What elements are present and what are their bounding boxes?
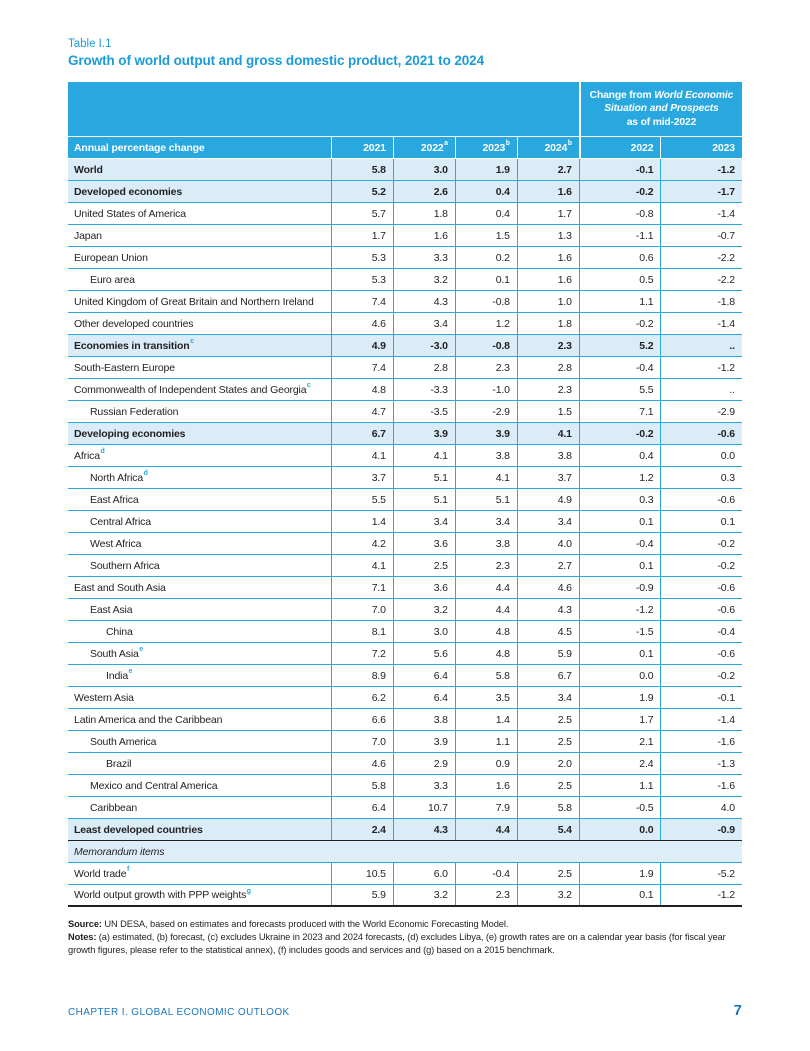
value-cell-year: 4.8 xyxy=(455,643,517,664)
table-row xyxy=(68,731,742,753)
value-cell-year: 4.4 xyxy=(455,577,517,598)
value-cell-year: 4.1 xyxy=(331,445,393,466)
value-cell-year: 3.4 xyxy=(517,511,579,532)
row-label: North Africa $^d$ xyxy=(90,470,148,484)
value-cell-year: 1.5 xyxy=(517,401,579,422)
value-cell-year: 2.5 xyxy=(517,775,579,796)
value-cell-year: 1.6 xyxy=(517,269,579,290)
value-cell-year: 3.5 xyxy=(455,687,517,708)
value-cell-year: 5.3 xyxy=(331,247,393,268)
value-cell-change: -0.4 xyxy=(579,533,661,554)
value-cell-year: 4.1 xyxy=(393,445,455,466)
row-label: West Africa xyxy=(90,537,142,550)
change-from-line2: Situation and Prospects xyxy=(604,103,719,115)
table-row xyxy=(68,643,742,665)
table-row xyxy=(68,819,742,841)
value-cell-year: 2.7 xyxy=(517,555,579,576)
value-cell-change: -2.9 xyxy=(660,401,742,422)
value-cell-year: 7.4 xyxy=(331,291,393,312)
table-row xyxy=(68,247,742,269)
source-label: Source: xyxy=(68,919,102,929)
value-cell-year: 5.9 xyxy=(331,885,393,905)
value-cell-change: 0.6 xyxy=(579,247,661,268)
value-cell-change: -0.2 xyxy=(579,181,661,202)
value-cell-year: 5.8 xyxy=(331,159,393,180)
value-cell-change: -0.6 xyxy=(660,577,742,598)
value-cell-year: 5.5 xyxy=(331,489,393,510)
value-cell-change: -0.2 xyxy=(579,423,661,444)
table-row xyxy=(68,511,742,533)
chapter-title: CHAPTER I. GLOBAL ECONOMIC OUTLOOK xyxy=(68,1007,290,1018)
table-row xyxy=(68,753,742,775)
table-row xyxy=(68,225,742,247)
value-cell-year: 4.2 xyxy=(331,533,393,554)
value-cell-change: .. xyxy=(660,335,742,356)
value-cell-change: 0.0 xyxy=(660,445,742,466)
value-cell-year: 3.2 xyxy=(393,269,455,290)
value-cell-year: 1.7 xyxy=(517,203,579,224)
value-cell-year: 2.0 xyxy=(517,753,579,774)
value-cell-change: -1.6 xyxy=(660,731,742,752)
value-cell-change: -2.2 xyxy=(660,269,742,290)
value-cell-year: 3.6 xyxy=(393,577,455,598)
value-cell-year: 2.5 xyxy=(517,731,579,752)
table-row xyxy=(68,203,742,225)
column-header-label: Annual percentage change xyxy=(74,141,205,154)
row-label: World xyxy=(74,163,103,176)
value-cell-change: -0.5 xyxy=(579,797,661,818)
value-cell-year: 0.4 xyxy=(455,181,517,202)
value-cell-year: 7.1 xyxy=(331,577,393,598)
value-cell-year: 3.4 xyxy=(393,511,455,532)
value-cell-year: 6.4 xyxy=(393,665,455,686)
value-cell-year: 3.9 xyxy=(393,423,455,444)
value-cell-year: 4.3 xyxy=(393,819,455,840)
row-label: Africa $^d$ xyxy=(74,448,105,462)
value-cell-year: 3.8 xyxy=(455,445,517,466)
value-cell-year: 4.1 xyxy=(517,423,579,444)
value-cell-change: 0.1 xyxy=(660,511,742,532)
value-cell-year: 5.8 xyxy=(455,665,517,686)
value-cell-year: 1.6 xyxy=(517,247,579,268)
row-label: Euro area xyxy=(90,273,135,286)
row-label: Developing economies xyxy=(74,427,186,440)
value-cell-year: 4.9 xyxy=(517,489,579,510)
value-cell-year: 5.8 xyxy=(517,797,579,818)
value-cell-year: 3.4 xyxy=(455,511,517,532)
value-cell-year: -0.8 xyxy=(455,291,517,312)
value-cell-year: 4.6 xyxy=(331,313,393,334)
value-cell-change: 0.3 xyxy=(579,489,661,510)
value-cell-year: -3.0 xyxy=(393,335,455,356)
row-label: Russian Federation xyxy=(90,405,179,418)
table-row xyxy=(68,709,742,731)
row-label: Economies in transition $^c$ xyxy=(74,338,194,352)
table-row xyxy=(68,401,742,423)
value-cell-change: -0.2 xyxy=(579,313,661,334)
value-cell-change: -1.6 xyxy=(660,775,742,796)
value-cell-year: 0.9 xyxy=(455,753,517,774)
value-cell-year: 3.0 xyxy=(393,621,455,642)
value-cell-change: -0.1 xyxy=(579,159,661,180)
value-cell-year: 0.1 xyxy=(455,269,517,290)
value-cell-year: 10.7 xyxy=(393,797,455,818)
value-cell-year: -3.5 xyxy=(393,401,455,422)
value-cell-year: 4.3 xyxy=(393,291,455,312)
value-cell-year: 5.1 xyxy=(393,467,455,488)
value-cell-year: 3.9 xyxy=(393,731,455,752)
value-cell-change: 0.0 xyxy=(579,819,661,840)
value-cell-year: 1.8 xyxy=(517,313,579,334)
value-cell-change: -0.2 xyxy=(660,665,742,686)
value-cell-change: 1.1 xyxy=(579,775,661,796)
value-cell-year: 3.2 xyxy=(517,885,579,905)
value-cell-change: 5.2 xyxy=(579,335,661,356)
table-number-label: Table I.1 xyxy=(68,38,112,50)
column-header-year: 2021 xyxy=(331,137,393,158)
table-row xyxy=(68,467,742,489)
value-cell-change: -5.2 xyxy=(660,863,742,884)
page-footer xyxy=(68,1002,742,1019)
value-cell-year: 4.4 xyxy=(455,599,517,620)
column-header-row xyxy=(68,136,742,159)
value-cell-change: -1.2 xyxy=(660,885,742,905)
value-cell-year: 5.9 xyxy=(517,643,579,664)
table-row xyxy=(68,797,742,819)
row-label: China xyxy=(106,625,133,638)
value-cell-year: 2.5 xyxy=(517,709,579,730)
value-cell-year: 4.6 xyxy=(517,577,579,598)
value-cell-year: 4.9 xyxy=(331,335,393,356)
change-from-line1: Change from World Economic xyxy=(589,89,734,101)
value-cell-year: 3.7 xyxy=(331,467,393,488)
row-label: Western Asia xyxy=(74,691,134,704)
value-cell-change: -0.6 xyxy=(660,423,742,444)
value-cell-change: -0.1 xyxy=(660,687,742,708)
value-cell-year: 1.4 xyxy=(331,511,393,532)
source-text: UN DESA, based on estimates and forecasts produced with the World Economic Forecasting Model. xyxy=(101,919,509,929)
value-cell-year: 8.9 xyxy=(331,665,393,686)
value-cell-year: 3.0 xyxy=(393,159,455,180)
value-cell-change: -1.5 xyxy=(579,621,661,642)
row-label: Brazil xyxy=(106,757,132,770)
value-cell-change: 2.1 xyxy=(579,731,661,752)
value-cell-year: 1.0 xyxy=(517,291,579,312)
table-row xyxy=(68,775,742,797)
value-cell-year: -0.8 xyxy=(455,335,517,356)
row-label: United Kingdom of Great Britain and Northern Ireland xyxy=(74,295,314,308)
value-cell-change: -2.2 xyxy=(660,247,742,268)
value-cell-change: .. xyxy=(660,379,742,400)
value-cell-year: 4.8 xyxy=(455,621,517,642)
value-cell-year: 6.7 xyxy=(517,665,579,686)
row-label: Other developed countries xyxy=(74,317,194,330)
value-cell-year: 2.8 xyxy=(517,357,579,378)
value-cell-year: 1.3 xyxy=(517,225,579,246)
value-cell-change: -1.2 xyxy=(660,159,742,180)
row-label: India $^e$ xyxy=(106,668,133,682)
change-from-line3: as of mid-2022 xyxy=(626,116,697,128)
value-cell-year: 5.4 xyxy=(517,819,579,840)
value-cell-change: 1.2 xyxy=(579,467,661,488)
table-row xyxy=(68,269,742,291)
value-cell-change: -0.9 xyxy=(579,577,661,598)
value-cell-year: -0.4 xyxy=(455,863,517,884)
value-cell-year: 5.1 xyxy=(393,489,455,510)
page-title: Growth of world output and gross domestic product, 2021 to 2024 xyxy=(68,53,484,68)
value-cell-year: 7.0 xyxy=(331,599,393,620)
value-cell-year: 6.0 xyxy=(393,863,455,884)
table-row xyxy=(68,555,742,577)
value-cell-change: -0.6 xyxy=(660,643,742,664)
value-cell-year: 3.6 xyxy=(393,533,455,554)
value-cell-change: -0.2 xyxy=(660,555,742,576)
table-row xyxy=(68,291,742,313)
value-cell-year: 2.7 xyxy=(517,159,579,180)
value-cell-year: 3.2 xyxy=(393,599,455,620)
value-cell-year: 0.2 xyxy=(455,247,517,268)
value-cell-year: 2.3 xyxy=(455,885,517,905)
value-cell-year: 3.8 xyxy=(517,445,579,466)
value-cell-year: 2.8 xyxy=(393,357,455,378)
table-row xyxy=(68,687,742,709)
value-cell-year: 4.8 xyxy=(331,379,393,400)
value-cell-year: 5.3 xyxy=(331,269,393,290)
column-header-year: 2023 $^b$ xyxy=(455,137,517,158)
value-cell-change: -0.6 xyxy=(660,489,742,510)
notes-label: Notes: xyxy=(68,932,97,943)
row-label: East and South Asia xyxy=(74,581,166,594)
value-cell-year: 2.5 xyxy=(517,863,579,884)
value-cell-year: 4.5 xyxy=(517,621,579,642)
value-cell-change: 5.5 xyxy=(579,379,661,400)
value-cell-year: 3.7 xyxy=(517,467,579,488)
value-cell-year: 6.6 xyxy=(331,709,393,730)
notes-note xyxy=(68,931,742,957)
row-label: World output growth with PPP weights $^g$ xyxy=(74,887,251,901)
value-cell-year: 2.3 xyxy=(517,335,579,356)
value-cell-change: -1.8 xyxy=(660,291,742,312)
row-label: East Asia xyxy=(90,603,133,616)
row-label: Japan xyxy=(74,229,102,242)
table-notes xyxy=(68,918,742,958)
value-cell-change: -0.4 xyxy=(579,357,661,378)
value-cell-year: 5.8 xyxy=(331,775,393,796)
value-cell-year: 1.8 xyxy=(393,203,455,224)
value-cell-year: 2.5 xyxy=(393,555,455,576)
value-cell-year: 7.9 xyxy=(455,797,517,818)
value-cell-year: 3.4 xyxy=(393,313,455,334)
row-label: Latin America and the Caribbean xyxy=(74,713,223,726)
value-cell-year: 1.4 xyxy=(455,709,517,730)
value-cell-change: -1.2 xyxy=(579,599,661,620)
value-cell-year: 1.5 xyxy=(455,225,517,246)
growth-table xyxy=(68,82,742,907)
value-cell-change: 0.3 xyxy=(660,467,742,488)
value-cell-change: -0.2 xyxy=(660,533,742,554)
value-cell-change: -1.4 xyxy=(660,313,742,334)
page-number: 7 xyxy=(733,1002,742,1019)
table-row xyxy=(68,665,742,687)
table-row xyxy=(68,885,742,907)
row-label: Memorandum items xyxy=(74,845,165,858)
value-cell-year: 4.6 xyxy=(331,753,393,774)
value-cell-year: -3.3 xyxy=(393,379,455,400)
value-cell-year: 2.3 xyxy=(455,555,517,576)
value-cell-year: 2.6 xyxy=(393,181,455,202)
row-label: Central Africa xyxy=(90,515,151,528)
value-cell-year: 6.4 xyxy=(393,687,455,708)
value-cell-year: 3.2 xyxy=(393,885,455,905)
column-header-change-year: 2023 xyxy=(660,137,742,158)
notes-text: (a) estimated, (b) forecast, (c) excludes Ukraine in 2023 and 2024 forecasts, (d) excludes Libya, (e) growth rates are on a calendar year basis (for fiscal year growth figures, please refer to the statistical annex), (f) includes goods and services and (g) based on a 2015 benchmark. xyxy=(68,932,726,956)
table-row xyxy=(68,621,742,643)
value-cell-change: 1.9 xyxy=(579,863,661,884)
value-cell-change: 0.0 xyxy=(579,665,661,686)
value-cell-change: 1.1 xyxy=(579,291,661,312)
row-label: Developed economies xyxy=(74,185,183,198)
value-cell-year: 1.2 xyxy=(455,313,517,334)
value-cell-year: 10.5 xyxy=(331,863,393,884)
value-cell-change: -0.9 xyxy=(660,819,742,840)
value-cell-year: 7.4 xyxy=(331,357,393,378)
value-cell-change: -0.7 xyxy=(660,225,742,246)
row-label: Southern Africa xyxy=(90,559,160,572)
table-row xyxy=(68,841,742,863)
value-cell-change: 1.9 xyxy=(579,687,661,708)
value-cell-change: 1.7 xyxy=(579,709,661,730)
value-cell-change: -0.6 xyxy=(660,599,742,620)
row-label: East Africa xyxy=(90,493,139,506)
value-cell-year: 6.7 xyxy=(331,423,393,444)
value-cell-change: 0.5 xyxy=(579,269,661,290)
value-cell-year: -2.9 xyxy=(455,401,517,422)
value-cell-year: 2.3 xyxy=(517,379,579,400)
table-row xyxy=(68,335,742,357)
value-cell-year: 4.7 xyxy=(331,401,393,422)
table-row xyxy=(68,533,742,555)
row-label: Commonwealth of Independent States and Georgia $^c$ xyxy=(74,382,311,396)
value-cell-year: 4.0 xyxy=(517,533,579,554)
row-label: Least developed countries xyxy=(74,823,203,836)
value-cell-year: 1.1 xyxy=(455,731,517,752)
value-cell-change: -1.4 xyxy=(660,709,742,730)
value-cell-year: 1.9 xyxy=(455,159,517,180)
row-label: European Union xyxy=(74,251,148,264)
value-cell-year: 6.4 xyxy=(331,797,393,818)
value-cell-year: 3.3 xyxy=(393,775,455,796)
table-row xyxy=(68,357,742,379)
row-label: Caribbean xyxy=(90,801,138,814)
value-cell-year: -1.0 xyxy=(455,379,517,400)
value-cell-change: -1.1 xyxy=(579,225,661,246)
source-note xyxy=(68,918,742,931)
value-cell-year: 3.3 xyxy=(393,247,455,268)
column-header-year: 2024 $^b$ xyxy=(517,137,579,158)
value-cell-year: 5.2 xyxy=(331,181,393,202)
value-cell-change: 0.1 xyxy=(579,511,661,532)
value-cell-change: -1.7 xyxy=(660,181,742,202)
value-cell-year: 7.2 xyxy=(331,643,393,664)
table-row xyxy=(68,863,742,885)
value-cell-year: 3.9 xyxy=(455,423,517,444)
value-cell-year: 1.6 xyxy=(517,181,579,202)
value-cell-change: 0.4 xyxy=(579,445,661,466)
value-cell-year: 2.4 xyxy=(331,819,393,840)
change-from-header xyxy=(579,82,742,136)
table-body xyxy=(68,159,742,907)
table-row xyxy=(68,379,742,401)
value-cell-year: 5.6 xyxy=(393,643,455,664)
value-cell-year: 5.7 xyxy=(331,203,393,224)
row-label: United States of America xyxy=(74,207,186,220)
value-cell-year: 8.1 xyxy=(331,621,393,642)
value-cell-year: 5.1 xyxy=(455,489,517,510)
row-label: South-Eastern Europe xyxy=(74,361,175,374)
value-cell-change: 0.1 xyxy=(579,643,661,664)
value-cell-change: -1.2 xyxy=(660,357,742,378)
value-cell-change: 2.4 xyxy=(579,753,661,774)
table-row xyxy=(68,599,742,621)
value-cell-year: 6.2 xyxy=(331,687,393,708)
value-cell-change: -0.4 xyxy=(660,621,742,642)
value-cell-year: 4.1 xyxy=(455,467,517,488)
value-cell-change: 0.1 xyxy=(579,885,661,905)
value-cell-year: 3.8 xyxy=(393,709,455,730)
value-cell-year: 0.4 xyxy=(455,203,517,224)
value-cell-change: -1.3 xyxy=(660,753,742,774)
value-cell-year: 4.3 xyxy=(517,599,579,620)
row-label: Mexico and Central America xyxy=(90,779,218,792)
table-row xyxy=(68,577,742,599)
value-cell-year: 1.6 xyxy=(455,775,517,796)
table-row xyxy=(68,445,742,467)
table-header-spacer xyxy=(68,82,579,136)
column-header-year: 2022 $^a$ xyxy=(393,137,455,158)
value-cell-year: 7.0 xyxy=(331,731,393,752)
row-label: South Asia $^e$ xyxy=(90,646,143,660)
table-row xyxy=(68,313,742,335)
row-label: World trade $^f$ xyxy=(74,866,130,880)
table-row xyxy=(68,423,742,445)
table-row xyxy=(68,489,742,511)
value-cell-change: 7.1 xyxy=(579,401,661,422)
value-cell-year: 1.6 xyxy=(393,225,455,246)
value-cell-year: 2.3 xyxy=(455,357,517,378)
value-cell-year: 1.7 xyxy=(331,225,393,246)
table-header-band xyxy=(68,82,742,136)
table-row xyxy=(68,181,742,203)
table-row xyxy=(68,159,742,181)
column-header-change-year: 2022 xyxy=(579,137,661,158)
value-cell-year: 4.4 xyxy=(455,819,517,840)
value-cell-change: 4.0 xyxy=(660,797,742,818)
value-cell-year: 2.9 xyxy=(393,753,455,774)
value-cell-year: 3.8 xyxy=(455,533,517,554)
value-cell-year: 3.4 xyxy=(517,687,579,708)
value-cell-change: -0.8 xyxy=(579,203,661,224)
value-cell-year: 4.1 xyxy=(331,555,393,576)
value-cell-change: -1.4 xyxy=(660,203,742,224)
row-label: South America xyxy=(90,735,157,748)
value-cell-change: 0.1 xyxy=(579,555,661,576)
